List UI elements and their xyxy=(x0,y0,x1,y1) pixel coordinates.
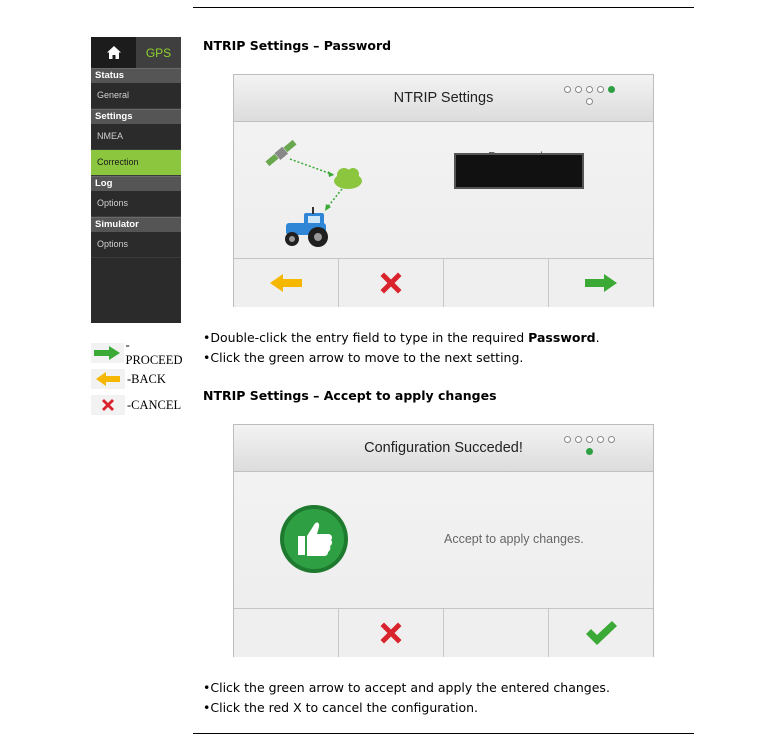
step-dot xyxy=(586,86,593,93)
cancel-x-icon xyxy=(377,269,405,297)
gps-sidebar xyxy=(91,37,181,323)
satellite-icon xyxy=(265,140,296,166)
accept-message: Accept to apply changes. xyxy=(444,532,584,546)
section1-instructions xyxy=(203,328,600,368)
instruction-item: • Click the red X to cancel the configuration. xyxy=(203,698,610,718)
password-input[interactable] xyxy=(454,153,584,189)
checkmark-icon xyxy=(584,619,618,647)
step-dot xyxy=(564,436,571,443)
sidebar-item-nmea[interactable]: NMEA xyxy=(91,124,181,150)
sidebar-header-log: Log xyxy=(91,176,181,191)
step-dot xyxy=(586,98,593,105)
tractor-icon xyxy=(285,207,328,247)
sidebar-item-log-options[interactable]: Options xyxy=(91,191,181,217)
step-indicator xyxy=(564,436,628,460)
back-arrow-icon xyxy=(96,372,120,386)
thumbs-up-icon xyxy=(278,503,350,575)
legend-back-label: -BACK xyxy=(127,371,166,386)
section2-instructions xyxy=(203,678,610,718)
home-button[interactable] xyxy=(91,37,136,68)
proceed-arrow-icon xyxy=(585,274,617,292)
instruction-item: • Click the green arrow to move to the next setting. xyxy=(203,348,600,368)
empty-footer-slot xyxy=(444,259,549,307)
sidebar-item-correction[interactable]: Correction xyxy=(91,150,181,176)
sidebar-header-status: Status xyxy=(91,68,181,83)
gps-tab[interactable]: GPS xyxy=(136,37,181,68)
legend-proceed-label: -PROCEED xyxy=(125,338,183,367)
home-icon xyxy=(107,46,121,59)
legend-cancel xyxy=(91,395,181,415)
step-indicator xyxy=(564,86,628,110)
legend-proceed xyxy=(91,338,184,367)
legend-cancel-label: -CANCEL xyxy=(127,397,182,412)
step-dot xyxy=(608,436,615,443)
top-rule xyxy=(193,7,694,8)
empty-footer-slot xyxy=(444,609,549,657)
proceed-arrow-icon xyxy=(94,346,120,360)
step-dot xyxy=(564,86,571,93)
rtk-correction-illustration xyxy=(264,137,374,249)
instruction-item: • Double-click the entry field to type in the required Password. xyxy=(203,328,600,348)
configuration-success-screen xyxy=(233,424,654,657)
step-dot xyxy=(575,436,582,443)
legend-back xyxy=(91,369,166,389)
screen-header xyxy=(234,75,653,122)
back-arrow-icon xyxy=(270,274,302,292)
section1-title: NTRIP Settings – Password xyxy=(203,38,392,53)
screen-header xyxy=(234,425,653,472)
cancel-x-icon xyxy=(100,397,116,413)
sidebar-item-simulator-options[interactable]: Options xyxy=(91,232,181,258)
cancel-x-icon xyxy=(377,619,405,647)
cloud-icon xyxy=(334,168,362,189)
section2-title: NTRIP Settings – Accept to apply changes xyxy=(203,388,497,403)
cancel-button[interactable] xyxy=(339,259,444,307)
screen-title: NTRIP Settings xyxy=(393,90,494,106)
screen-footer xyxy=(234,258,653,307)
screen-title: Configuration Succeded! xyxy=(364,440,523,456)
bottom-rule xyxy=(193,733,694,734)
button-legend xyxy=(91,340,183,418)
step-dot-active xyxy=(608,86,615,93)
sidebar-item-general[interactable]: General xyxy=(91,83,181,109)
ntrip-password-screen xyxy=(233,74,654,307)
accept-button[interactable] xyxy=(549,609,653,657)
sidebar-header-settings: Settings xyxy=(91,109,181,124)
sidebar-header-simulator: Simulator xyxy=(91,217,181,232)
step-dot xyxy=(597,436,604,443)
instruction-item: • Click the green arrow to accept and apply the entered changes. xyxy=(203,678,610,698)
step-dot-active xyxy=(586,448,593,455)
cancel-button[interactable] xyxy=(339,609,444,657)
step-dot xyxy=(586,436,593,443)
screen-footer xyxy=(234,608,653,657)
step-dot xyxy=(597,86,604,93)
step-dot xyxy=(575,86,582,93)
empty-footer-slot xyxy=(234,609,339,657)
back-button[interactable] xyxy=(234,259,339,307)
proceed-button[interactable] xyxy=(549,259,653,307)
